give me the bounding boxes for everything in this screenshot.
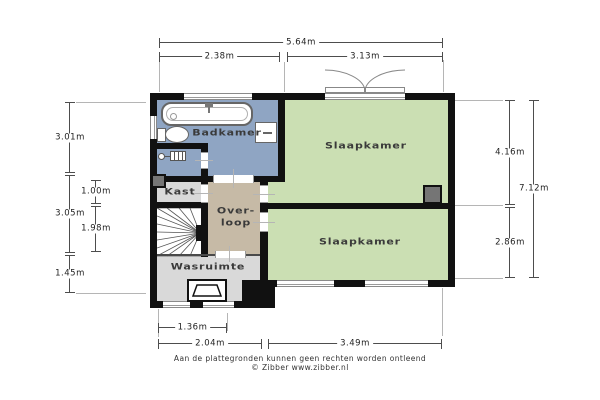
dimension-top-right: 3.13m (287, 56, 443, 57)
label-kast: Kast (164, 187, 196, 198)
window (184, 93, 252, 100)
dimension-bottom-left: 2.04m (158, 343, 262, 344)
sink-tap (263, 132, 272, 134)
dimension-left-bottom: 1.45m (69, 255, 70, 293)
window (277, 280, 334, 287)
witness-line (195, 193, 213, 194)
dimension-top-total: 5.64m (159, 42, 443, 43)
witness-line (443, 60, 444, 92)
wall (260, 203, 448, 209)
witness-line (229, 246, 230, 262)
wall (278, 100, 285, 181)
dimension-right-total: 7.12m (533, 100, 534, 278)
label-wasruimte: Wasruimte (170, 262, 246, 273)
wall (157, 202, 207, 208)
duct-block (423, 185, 442, 204)
french-door-opening (325, 93, 405, 100)
label-overloop-line2: loop (220, 218, 252, 229)
chimney-block (151, 174, 166, 188)
wall (254, 176, 285, 182)
door-opening-wasruimte (215, 251, 246, 258)
dimension-top-left: 2.38m (159, 56, 280, 57)
witness-line (233, 169, 234, 188)
dimension-bottom-inner: 1.36m (158, 327, 227, 328)
french-doors-icon (323, 68, 407, 92)
witness-line (227, 313, 228, 331)
label-slaapkamer-top: Slaapkamer (325, 141, 407, 152)
window (203, 301, 234, 308)
bathtub-tap-stem (208, 106, 210, 113)
window (150, 116, 157, 139)
label-badkamer: Badkamer (192, 128, 262, 139)
witness-line (455, 205, 503, 206)
witness-line (159, 60, 160, 92)
bathtub-icon (161, 102, 253, 126)
footer-disclaimer: Aan de plattegronden kunnen geen rechten worden ontleend (173, 354, 427, 363)
witness-line (455, 278, 503, 279)
dimension-bottom-right: 3.49m (268, 343, 442, 344)
footer-credit: © Zibber www.zibber.nl (251, 363, 349, 372)
label-overloop-line1: Over- (216, 206, 256, 217)
toilet-icon (165, 126, 189, 143)
witness-line (442, 288, 443, 336)
dimension-left-mid: 3.05m (69, 175, 70, 253)
radiator-valve (158, 153, 165, 160)
window (365, 280, 428, 287)
witness-line (284, 62, 285, 92)
radiator-icon (170, 151, 186, 161)
witness-line (455, 100, 503, 101)
room-slaapkamer-top-strip (268, 182, 285, 203)
bathtub-drain (170, 113, 177, 120)
window (163, 301, 190, 308)
witness-line (253, 194, 275, 195)
wall (448, 93, 455, 287)
label-slaapkamer-bottom: Slaapkamer (319, 237, 401, 248)
dimension-left-inner-bottom: 1.98m (95, 206, 96, 252)
stairs-icon (157, 208, 202, 257)
bathtub-inner (166, 107, 248, 121)
witness-line (253, 222, 275, 223)
dimension-left-inner-top: 1.00m (95, 180, 96, 204)
witness-line (195, 160, 213, 161)
witness-line (76, 102, 146, 103)
dimension-left-top: 3.01m (69, 102, 70, 173)
washing-machine-icon (187, 279, 227, 302)
witness-line (76, 293, 146, 294)
dimension-right-inner-top: 4.16m (509, 100, 510, 205)
wall (242, 280, 275, 308)
dimension-right-inner-bottom: 2.86m (509, 207, 510, 278)
